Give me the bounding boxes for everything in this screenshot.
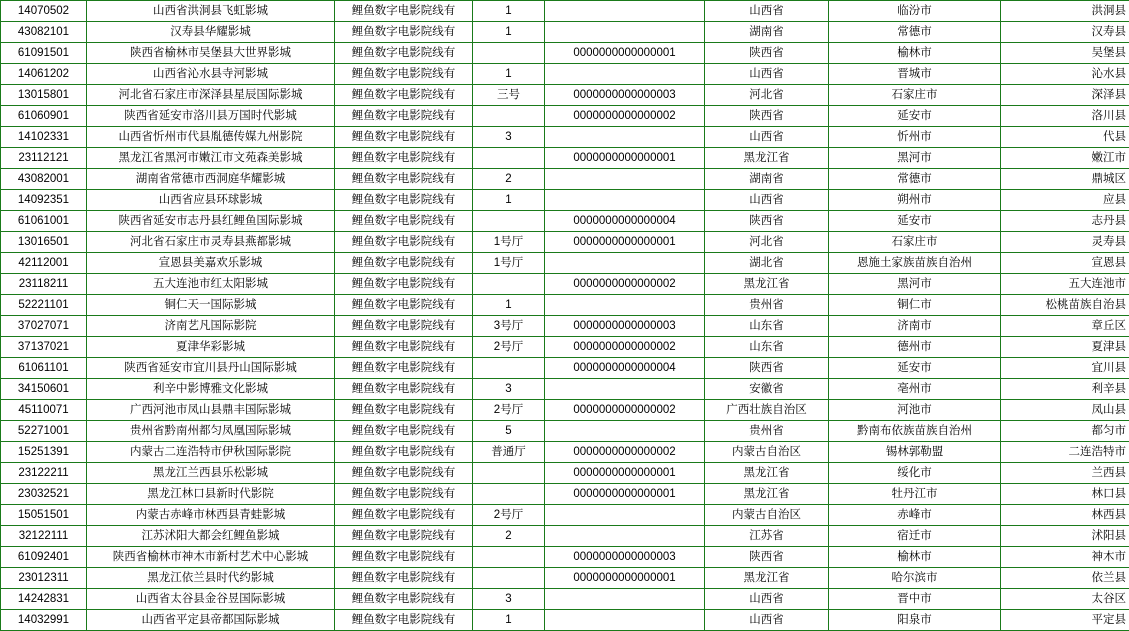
cell-circuit: 鲤鱼数字电影院线有: [335, 148, 473, 169]
cell-city: 晋中市: [829, 589, 1001, 610]
cell-city: 德州市: [829, 337, 1001, 358]
cell-city: 延安市: [829, 358, 1001, 379]
cell-serial: 0000000000000004: [545, 211, 705, 232]
table-row: [1, 358, 1129, 379]
cell-cinema_name: 黑龙江林口县新时代影院: [87, 484, 335, 505]
cell-cinema_name: 山西省应县环球影城: [87, 190, 335, 211]
cell-district: 凤山县: [1001, 400, 1129, 421]
table-row: [1, 484, 1129, 505]
cell-province: 黑龙江省: [705, 463, 829, 484]
cell-city: 赤峰市: [829, 505, 1001, 526]
cell-cinema_name: 陕西省延安市洛川县万国时代影城: [87, 106, 335, 127]
cell-hall: 1号厅: [473, 232, 545, 253]
cell-code: 42112001: [1, 253, 87, 274]
cell-code: 37137021: [1, 337, 87, 358]
cell-serial: 0000000000000002: [545, 337, 705, 358]
cell-district: 夏津县: [1001, 337, 1129, 358]
cell-serial: 0000000000000002: [545, 442, 705, 463]
table-row: [1, 442, 1129, 463]
table-row: [1, 169, 1129, 190]
cell-city: 榆林市: [829, 43, 1001, 64]
cell-city: 临汾市: [829, 1, 1001, 22]
cell-cinema_name: 五大连池市红太阳影城: [87, 274, 335, 295]
cell-province: 内蒙古自治区: [705, 442, 829, 463]
cell-city: 黔南布依族苗族自治州: [829, 421, 1001, 442]
cell-serial: 0000000000000001: [545, 43, 705, 64]
cell-city: 哈尔滨市: [829, 568, 1001, 589]
cell-city: 常德市: [829, 22, 1001, 43]
cell-province: 山西省: [705, 64, 829, 85]
cell-serial: [545, 169, 705, 190]
cell-circuit: 鲤鱼数字电影院线有: [335, 526, 473, 547]
cell-hall: [473, 211, 545, 232]
cell-city: 锡林郭勒盟: [829, 442, 1001, 463]
cell-city: 牡丹江市: [829, 484, 1001, 505]
cell-circuit: 鲤鱼数字电影院线有: [335, 589, 473, 610]
cell-hall: 普通厅: [473, 442, 545, 463]
cell-district: 汉寿县: [1001, 22, 1129, 43]
cell-hall: 1: [473, 190, 545, 211]
cell-code: 52271001: [1, 421, 87, 442]
cell-district: 兰西县: [1001, 463, 1129, 484]
cell-district: 深泽县: [1001, 85, 1129, 106]
cell-province: 山西省: [705, 190, 829, 211]
cell-code: 34150601: [1, 379, 87, 400]
cell-serial: 0000000000000002: [545, 400, 705, 421]
cell-hall: [473, 43, 545, 64]
cell-province: 陕西省: [705, 547, 829, 568]
cell-serial: 0000000000000001: [545, 568, 705, 589]
cell-cinema_name: 陕西省榆林市吴堡县大世界影城: [87, 43, 335, 64]
cell-code: 13016501: [1, 232, 87, 253]
cell-hall: 1: [473, 1, 545, 22]
cell-province: 山西省: [705, 589, 829, 610]
cell-district: 洪洞县: [1001, 1, 1129, 22]
cell-serial: 0000000000000001: [545, 484, 705, 505]
table-row: [1, 421, 1129, 442]
cell-hall: 3: [473, 379, 545, 400]
table-row: [1, 148, 1129, 169]
cell-code: 13015801: [1, 85, 87, 106]
table-row: [1, 547, 1129, 568]
cell-district: 林西县: [1001, 505, 1129, 526]
cell-district: 灵寿县: [1001, 232, 1129, 253]
cell-circuit: 鲤鱼数字电影院线有: [335, 610, 473, 631]
cell-code: 45110071: [1, 400, 87, 421]
cell-circuit: 鲤鱼数字电影院线有: [335, 568, 473, 589]
cell-city: 石家庄市: [829, 85, 1001, 106]
cell-city: 忻州市: [829, 127, 1001, 148]
cell-circuit: 鲤鱼数字电影院线有: [335, 463, 473, 484]
cell-province: 山西省: [705, 127, 829, 148]
cell-district: 依兰县: [1001, 568, 1129, 589]
cell-city: 河池市: [829, 400, 1001, 421]
cell-hall: [473, 148, 545, 169]
cell-province: 陕西省: [705, 106, 829, 127]
cell-cinema_name: 铜仁天一国际影城: [87, 295, 335, 316]
cell-city: 常德市: [829, 169, 1001, 190]
cell-cinema_name: 河北省石家庄市深泽县星辰国际影城: [87, 85, 335, 106]
cell-district: 林口县: [1001, 484, 1129, 505]
cell-code: 61061001: [1, 211, 87, 232]
cell-district: 利辛县: [1001, 379, 1129, 400]
cell-province: 贵州省: [705, 295, 829, 316]
cell-district: 章丘区: [1001, 316, 1129, 337]
cell-city: 晋城市: [829, 64, 1001, 85]
cell-circuit: 鲤鱼数字电影院线有: [335, 484, 473, 505]
cell-province: 江苏省: [705, 526, 829, 547]
cell-code: 14032991: [1, 610, 87, 631]
cell-circuit: 鲤鱼数字电影院线有: [335, 211, 473, 232]
cell-code: 32122111: [1, 526, 87, 547]
table-row: [1, 1, 1129, 22]
cell-province: 内蒙古自治区: [705, 505, 829, 526]
cell-cinema_name: 夏津华彩影城: [87, 337, 335, 358]
cell-cinema_name: 陕西省延安市宜川县丹山国际影城: [87, 358, 335, 379]
cell-code: 61061101: [1, 358, 87, 379]
cell-district: 沭阳县: [1001, 526, 1129, 547]
cell-hall: [473, 274, 545, 295]
cell-district: 志丹县: [1001, 211, 1129, 232]
cell-code: 23112121: [1, 148, 87, 169]
cell-city: 铜仁市: [829, 295, 1001, 316]
cell-cinema_name: 江苏沭阳大都会红鲤鱼影城: [87, 526, 335, 547]
cell-city: 亳州市: [829, 379, 1001, 400]
cell-code: 14070502: [1, 1, 87, 22]
cell-city: 黑河市: [829, 148, 1001, 169]
cell-province: 湖南省: [705, 22, 829, 43]
cell-district: 洛川县: [1001, 106, 1129, 127]
cell-circuit: 鲤鱼数字电影院线有: [335, 547, 473, 568]
cell-city: 宿迁市: [829, 526, 1001, 547]
table-row: [1, 610, 1129, 631]
table-row: [1, 211, 1129, 232]
cell-circuit: 鲤鱼数字电影院线有: [335, 274, 473, 295]
cell-district: 平定县: [1001, 610, 1129, 631]
cell-district: 代县: [1001, 127, 1129, 148]
cell-serial: [545, 190, 705, 211]
cell-province: 山东省: [705, 316, 829, 337]
table-row: [1, 43, 1129, 64]
table-row: [1, 379, 1129, 400]
cell-circuit: 鲤鱼数字电影院线有: [335, 316, 473, 337]
cell-circuit: 鲤鱼数字电影院线有: [335, 43, 473, 64]
cell-cinema_name: 陕西省延安市志丹县红鲤鱼国际影城: [87, 211, 335, 232]
cell-serial: 0000000000000001: [545, 148, 705, 169]
cell-hall: 1: [473, 610, 545, 631]
cell-hall: 三号: [473, 85, 545, 106]
cell-province: 陕西省: [705, 358, 829, 379]
cell-city: 绥化市: [829, 463, 1001, 484]
cell-province: 湖南省: [705, 169, 829, 190]
cell-province: 陕西省: [705, 211, 829, 232]
table-row: [1, 316, 1129, 337]
cell-code: 37027071: [1, 316, 87, 337]
cell-serial: [545, 589, 705, 610]
cell-cinema_name: 内蒙古赤峰市林西县青蛙影城: [87, 505, 335, 526]
cell-district: 神木市: [1001, 547, 1129, 568]
cell-circuit: 鲤鱼数字电影院线有: [335, 64, 473, 85]
cell-serial: [545, 127, 705, 148]
cell-province: 贵州省: [705, 421, 829, 442]
cell-circuit: 鲤鱼数字电影院线有: [335, 295, 473, 316]
cell-cinema_name: 黑龙江省黑河市嫩江市文苑森美影城: [87, 148, 335, 169]
cell-city: 济南市: [829, 316, 1001, 337]
table-row: [1, 589, 1129, 610]
cell-province: 黑龙江省: [705, 274, 829, 295]
table-row: [1, 232, 1129, 253]
cell-cinema_name: 利辛中影博雅文化影城: [87, 379, 335, 400]
cell-province: 山西省: [705, 610, 829, 631]
table-row: [1, 190, 1129, 211]
cell-serial: 0000000000000004: [545, 358, 705, 379]
cell-serial: 0000000000000002: [545, 274, 705, 295]
table-row: [1, 568, 1129, 589]
cell-province: 黑龙江省: [705, 568, 829, 589]
cell-hall: 5: [473, 421, 545, 442]
cell-cinema_name: 宣恩县美嘉欢乐影城: [87, 253, 335, 274]
cell-hall: 1: [473, 22, 545, 43]
table-row: [1, 85, 1129, 106]
cell-cinema_name: 湖南省常德市西洞庭华耀影城: [87, 169, 335, 190]
table-row: [1, 253, 1129, 274]
cell-hall: [473, 463, 545, 484]
cell-cinema_name: 黑龙江兰西县乐松影城: [87, 463, 335, 484]
cell-province: 山西省: [705, 1, 829, 22]
cell-province: 陕西省: [705, 43, 829, 64]
cell-code: 61091501: [1, 43, 87, 64]
cell-city: 延安市: [829, 106, 1001, 127]
cell-circuit: 鲤鱼数字电影院线有: [335, 442, 473, 463]
cell-cinema_name: 山西省沁水县寺河影城: [87, 64, 335, 85]
cell-serial: [545, 379, 705, 400]
cell-district: 嫩江市: [1001, 148, 1129, 169]
cell-circuit: 鲤鱼数字电影院线有: [335, 22, 473, 43]
cell-serial: [545, 505, 705, 526]
cell-code: 23032521: [1, 484, 87, 505]
cell-code: 15051501: [1, 505, 87, 526]
table-row: [1, 106, 1129, 127]
cell-cinema_name: 山西省忻州市代县胤德传媒九州影院: [87, 127, 335, 148]
cell-code: 23118211: [1, 274, 87, 295]
cell-cinema_name: 贵州省黔南州都匀凤凰国际影城: [87, 421, 335, 442]
cell-district: 吴堡县: [1001, 43, 1129, 64]
cell-hall: 3号厅: [473, 316, 545, 337]
cell-province: 湖北省: [705, 253, 829, 274]
cell-city: 石家庄市: [829, 232, 1001, 253]
cell-hall: 2号厅: [473, 505, 545, 526]
cell-hall: 3: [473, 589, 545, 610]
cell-hall: [473, 484, 545, 505]
table-row: [1, 337, 1129, 358]
cell-circuit: 鲤鱼数字电影院线有: [335, 106, 473, 127]
cell-circuit: 鲤鱼数字电影院线有: [335, 337, 473, 358]
cell-code: 52221101: [1, 295, 87, 316]
cell-code: 43082001: [1, 169, 87, 190]
cell-district: 都匀市: [1001, 421, 1129, 442]
cell-serial: [545, 610, 705, 631]
cell-hall: 1号厅: [473, 253, 545, 274]
cell-hall: 3: [473, 127, 545, 148]
cell-district: 宣恩县: [1001, 253, 1129, 274]
table-row: [1, 400, 1129, 421]
cell-cinema_name: 河北省石家庄市灵寿县燕都影城: [87, 232, 335, 253]
table-row: [1, 505, 1129, 526]
cell-hall: [473, 358, 545, 379]
cell-serial: 0000000000000003: [545, 85, 705, 106]
cell-province: 河北省: [705, 85, 829, 106]
cell-hall: 2: [473, 526, 545, 547]
cell-city: 朔州市: [829, 190, 1001, 211]
cell-serial: [545, 526, 705, 547]
cell-hall: [473, 547, 545, 568]
cell-circuit: 鲤鱼数字电影院线有: [335, 253, 473, 274]
cell-district: 太谷区: [1001, 589, 1129, 610]
table-row: [1, 463, 1129, 484]
cell-code: 15251391: [1, 442, 87, 463]
cell-district: 五大连池市: [1001, 274, 1129, 295]
cell-district: 松桃苗族自治县: [1001, 295, 1129, 316]
cell-province: 黑龙江省: [705, 484, 829, 505]
cell-city: 恩施土家族苗族自治州: [829, 253, 1001, 274]
cell-code: 43082101: [1, 22, 87, 43]
cell-province: 河北省: [705, 232, 829, 253]
cell-circuit: 鲤鱼数字电影院线有: [335, 1, 473, 22]
cell-circuit: 鲤鱼数字电影院线有: [335, 505, 473, 526]
table-row: [1, 295, 1129, 316]
cell-code: 14102331: [1, 127, 87, 148]
cell-cinema_name: 黑龙江依兰县时代约影城: [87, 568, 335, 589]
cell-circuit: 鲤鱼数字电影院线有: [335, 379, 473, 400]
cell-serial: 0000000000000001: [545, 232, 705, 253]
cell-code: 14092351: [1, 190, 87, 211]
cell-circuit: 鲤鱼数字电影院线有: [335, 190, 473, 211]
cell-city: 延安市: [829, 211, 1001, 232]
cell-province: 山东省: [705, 337, 829, 358]
cell-province: 黑龙江省: [705, 148, 829, 169]
table-row: [1, 64, 1129, 85]
cell-circuit: 鲤鱼数字电影院线有: [335, 127, 473, 148]
cell-district: 鼎城区: [1001, 169, 1129, 190]
cell-code: 14061202: [1, 64, 87, 85]
cell-district: 二连浩特市: [1001, 442, 1129, 463]
cell-serial: [545, 253, 705, 274]
cell-serial: [545, 64, 705, 85]
cell-circuit: 鲤鱼数字电影院线有: [335, 358, 473, 379]
cell-province: 安徽省: [705, 379, 829, 400]
cell-circuit: 鲤鱼数字电影院线有: [335, 85, 473, 106]
cell-serial: [545, 295, 705, 316]
cell-cinema_name: 汉寿县华耀影城: [87, 22, 335, 43]
cell-circuit: 鲤鱼数字电影院线有: [335, 400, 473, 421]
cell-hall: 1: [473, 64, 545, 85]
cell-hall: 1: [473, 295, 545, 316]
table-body: [1, 1, 1129, 631]
cell-cinema_name: 内蒙古二连浩特市伊秋国际影院: [87, 442, 335, 463]
cell-cinema_name: 山西省洪洞县飞虹影城: [87, 1, 335, 22]
cell-city: 阳泉市: [829, 610, 1001, 631]
cell-serial: [545, 421, 705, 442]
cell-hall: 2号厅: [473, 400, 545, 421]
table-row: [1, 22, 1129, 43]
cell-cinema_name: 山西省太谷县金谷昱国际影城: [87, 589, 335, 610]
cell-code: 61092401: [1, 547, 87, 568]
cell-province: 广西壮族自治区: [705, 400, 829, 421]
cell-hall: 2: [473, 169, 545, 190]
cell-cinema_name: 陕西省榆林市神木市新村艺术中心影城: [87, 547, 335, 568]
cell-serial: [545, 22, 705, 43]
cell-serial: [545, 1, 705, 22]
cell-cinema_name: 济南艺凡国际影院: [87, 316, 335, 337]
table-row: [1, 127, 1129, 148]
cell-district: 沁水县: [1001, 64, 1129, 85]
cell-serial: 0000000000000003: [545, 547, 705, 568]
cell-code: 61060901: [1, 106, 87, 127]
cell-serial: 0000000000000001: [545, 463, 705, 484]
cell-circuit: 鲤鱼数字电影院线有: [335, 169, 473, 190]
cell-city: 榆林市: [829, 547, 1001, 568]
cell-serial: 0000000000000003: [545, 316, 705, 337]
cell-hall: [473, 106, 545, 127]
cell-circuit: 鲤鱼数字电影院线有: [335, 421, 473, 442]
cell-code: 14242831: [1, 589, 87, 610]
cell-district: 宜川县: [1001, 358, 1129, 379]
cell-hall: [473, 568, 545, 589]
cell-cinema_name: 山西省平定县帝都国际影城: [87, 610, 335, 631]
table-row: [1, 526, 1129, 547]
cell-city: 黑河市: [829, 274, 1001, 295]
cell-serial: 0000000000000002: [545, 106, 705, 127]
cell-cinema_name: 广西河池市凤山县鼎丰国际影城: [87, 400, 335, 421]
cell-code: 23012311: [1, 568, 87, 589]
table-row: [1, 274, 1129, 295]
cell-hall: 2号厅: [473, 337, 545, 358]
cell-district: 应县: [1001, 190, 1129, 211]
cell-code: 23122211: [1, 463, 87, 484]
cell-circuit: 鲤鱼数字电影院线有: [335, 232, 473, 253]
